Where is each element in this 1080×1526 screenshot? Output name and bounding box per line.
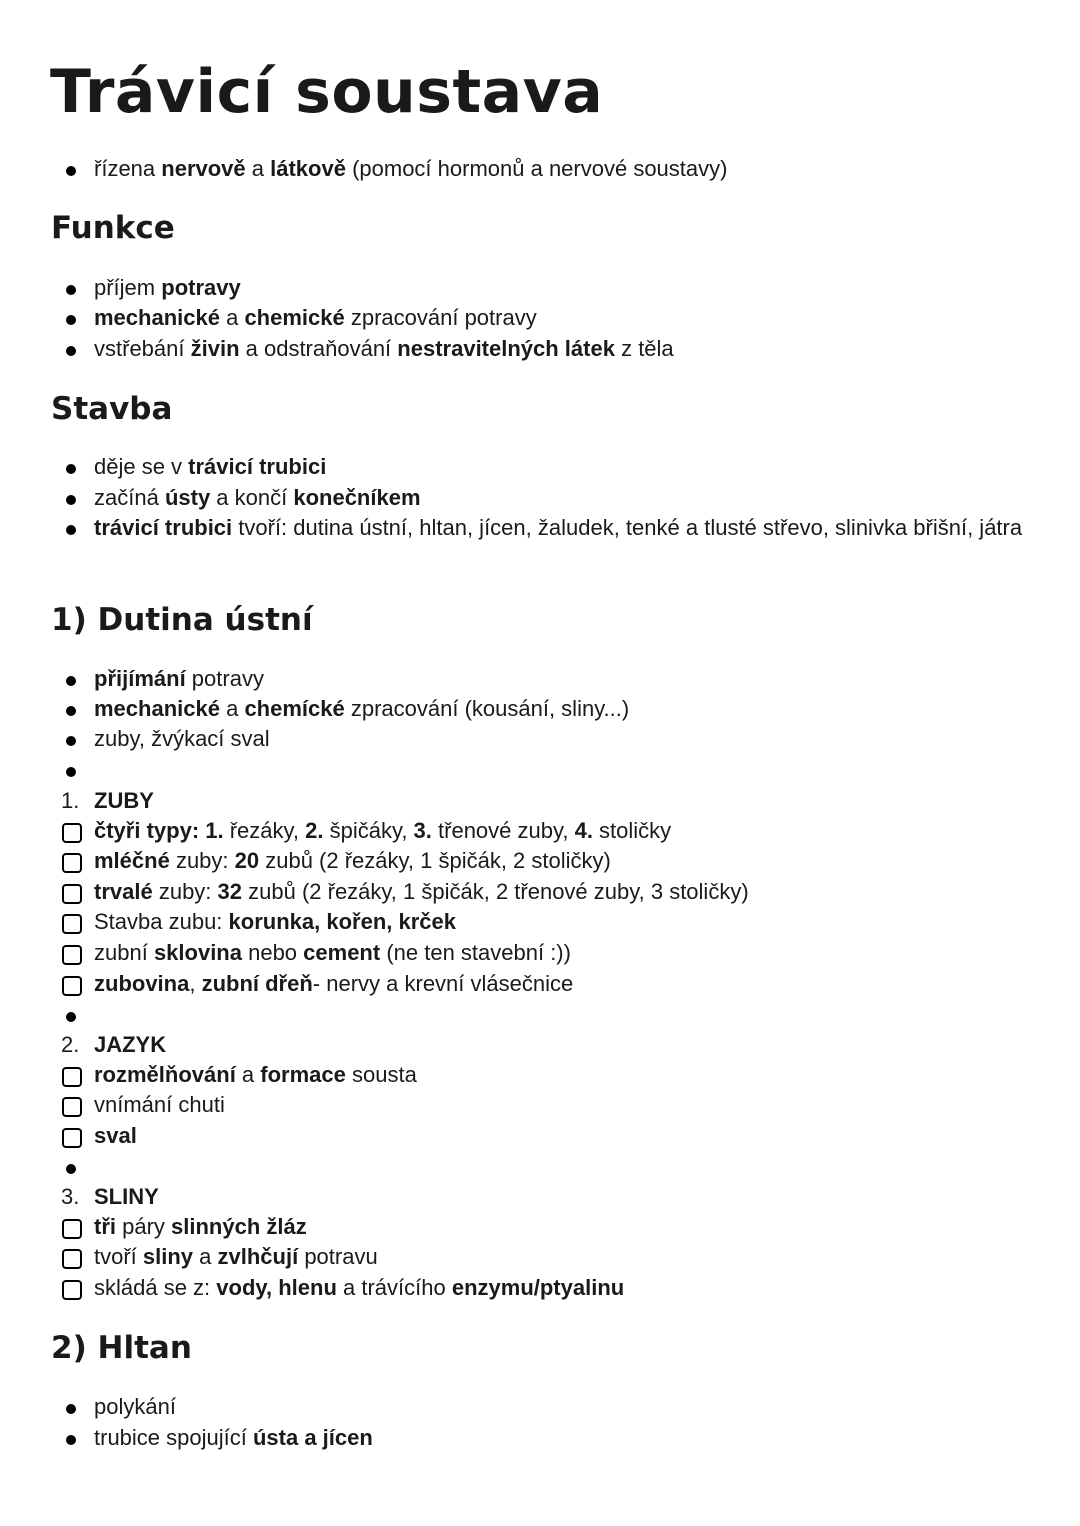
- bullet-icon: [66, 1435, 76, 1445]
- checkbox[interactable]: [62, 1280, 82, 1300]
- subsection-number: 2.: [61, 1032, 80, 1057]
- section-heading-funkce: Funkce: [51, 210, 175, 246]
- list-item: začíná ústy a končí konečníkem: [94, 485, 421, 510]
- intro-item: řízena nervově a látkově (pomocí hormonů a nervové soustavy): [94, 156, 728, 181]
- checkbox[interactable]: [62, 1128, 82, 1148]
- list-item: děje se v trávicí trubici: [94, 454, 327, 479]
- section-heading-dutina-ustni: 1) Dutina ústní: [51, 602, 313, 638]
- list-item: mechanické a chemické zpracování potravy: [94, 305, 537, 330]
- checklist-item: trvalé zuby: 32 zubů (2 řezáky, 1 špičák, 2 třenové zuby, 3 stoličky): [94, 879, 749, 904]
- list-item: trubice spojující ústa a jícen: [94, 1425, 373, 1450]
- checkbox[interactable]: [62, 914, 82, 934]
- checklist-item: sval: [94, 1123, 137, 1148]
- checklist-item: čtyři typy: 1. řezáky, 2. špičáky, 3. třenové zuby, 4. stoličky: [94, 818, 672, 843]
- page-title: Trávicí soustava: [50, 57, 604, 127]
- list-item: příjem potravy: [94, 275, 241, 300]
- bullet-icon: [66, 464, 76, 474]
- checklist-item: tvoří sliny a zvlhčují potravu: [94, 1244, 378, 1269]
- list-item: mechanické a chemícké zpracování (kousání, sliny...): [94, 696, 630, 721]
- bullet-icon: [66, 315, 76, 325]
- list-item: trávicí trubici tvoří: dutina ústní, hltan, jícen, žaludek, tenké a tlusté střevo, slinivka břišní, játra: [94, 515, 1023, 540]
- bullet-icon: [66, 1404, 76, 1414]
- subsection-label-jazyk: JAZYK: [94, 1032, 167, 1057]
- checklist-item: tři páry slinných žláz: [94, 1214, 307, 1239]
- bullet-icon: [66, 736, 76, 746]
- checklist-item: vnímání chuti: [94, 1092, 225, 1117]
- section-heading-hltan: 2) Hltan: [51, 1330, 192, 1366]
- list-item: polykání: [94, 1394, 176, 1419]
- subsection-label-sliny: SLINY: [94, 1184, 159, 1209]
- checklist-item: rozmělňování a formace sousta: [94, 1062, 417, 1087]
- checkbox[interactable]: [62, 884, 82, 904]
- bullet-icon: [66, 525, 76, 535]
- checklist-item: zubovina, zubní dřeň- nervy a krevní vlásečnice: [94, 971, 574, 996]
- bullet-icon: [66, 495, 76, 505]
- subsection-number: 3.: [61, 1184, 80, 1209]
- bullet-icon: [66, 706, 76, 716]
- subsection-label-zuby: ZUBY: [94, 788, 154, 813]
- section-heading-stavba: Stavba: [51, 391, 173, 427]
- checkbox[interactable]: [62, 1097, 82, 1117]
- checklist-item: zubní sklovina nebo cement (ne ten stavební :)): [94, 940, 571, 965]
- bullet-icon: [66, 1164, 76, 1174]
- checkbox[interactable]: [62, 1067, 82, 1087]
- bullet-icon: [66, 346, 76, 356]
- bullet-icon: [66, 285, 76, 295]
- bullet-icon: [66, 166, 76, 176]
- subsection-number: 1.: [61, 788, 80, 813]
- list-item: přijímání potravy: [94, 666, 264, 691]
- list-item: vstřebání živin a odstraňování nestravitelných látek z těla: [94, 336, 674, 361]
- checklist-item: mléčné zuby: 20 zubů (2 řezáky, 1 špičák, 2 stoličky): [94, 848, 611, 873]
- checkbox[interactable]: [62, 1249, 82, 1269]
- checklist-item: skládá se z: vody, hlenu a trávícího enzymu/ptyalinu: [94, 1275, 625, 1300]
- checklist-item: Stavba zubu: korunka, kořen, krček: [94, 909, 456, 934]
- checkbox[interactable]: [62, 853, 82, 873]
- checkbox[interactable]: [62, 976, 82, 996]
- checkbox[interactable]: [62, 1219, 82, 1239]
- bullet-icon: [66, 1012, 76, 1022]
- checkbox[interactable]: [62, 945, 82, 965]
- bullet-icon: [66, 767, 76, 777]
- checkbox[interactable]: [62, 823, 82, 843]
- list-item: zuby, žvýkací sval: [94, 726, 270, 751]
- bullet-icon: [66, 676, 76, 686]
